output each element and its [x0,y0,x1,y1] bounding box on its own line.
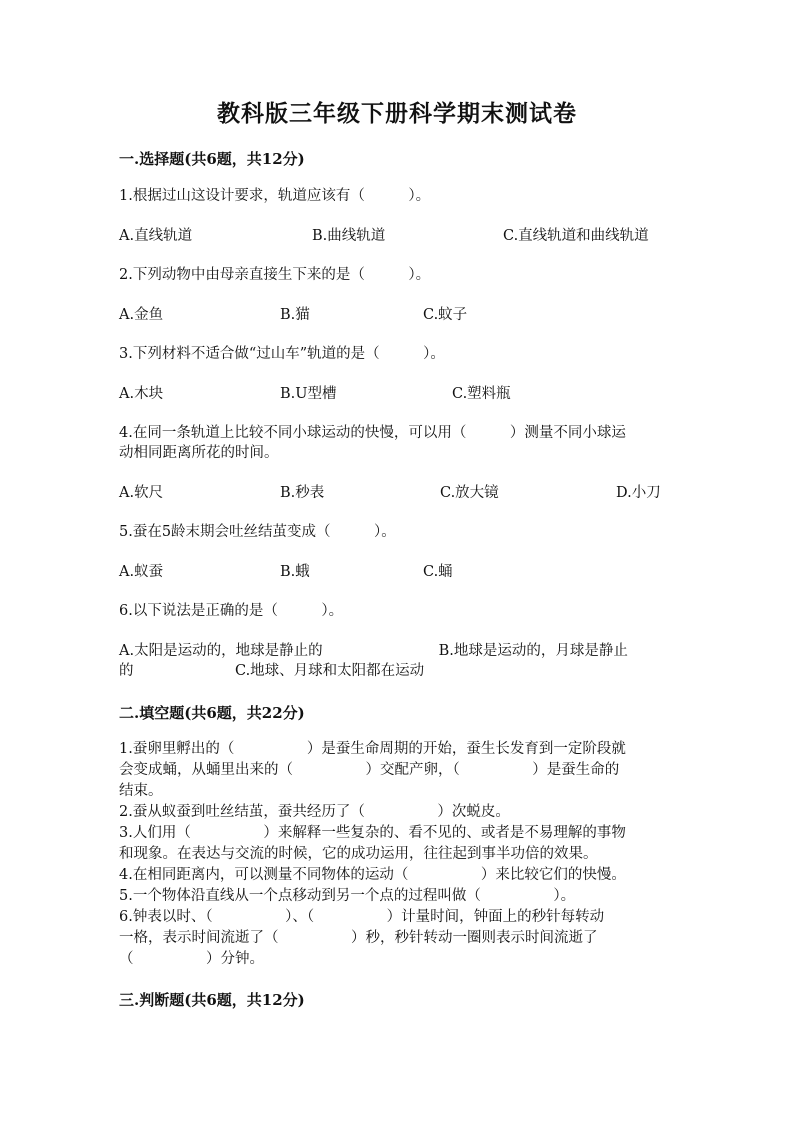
question-4-line-2: 动相同距离所花的时间。 [119,445,279,461]
q4-option-d: D.小刀 [616,485,661,501]
fill-line: 一格，表示时间流逝了（ ）秒，秒针转动一圈则表示时间流逝了 [119,930,598,946]
section-heading-fill: 二.填空题(共6题，共22分) [119,704,305,722]
question-2: 2.下列动物中由母亲直接生下来的是（ ）。 [119,267,431,283]
q3-option-a: A.木块 [119,386,164,402]
q3-option-b: B.U型槽 [280,386,337,402]
fill-line: 6.钟表以时、（ ）、（ ）计量时间，钟面上的秒针每转动 [119,909,605,925]
q1-option-a: A.直线轨道 [119,228,193,244]
question-5: 5.蚕在5龄末期会吐丝结茧变成（ ）。 [119,524,396,540]
q4-option-c: C.放大镜 [440,485,499,501]
fill-line: 和现象。在表达与交流的时候，它的成功运用，往往起到事半功倍的效果。 [119,846,598,862]
q1-option-c: C.直线轨道和曲线轨道 [503,228,649,244]
fill-line: 1.蚕卵里孵出的（ ）是蚕生命周期的开始，蚕生长发育到一定阶段就 [119,741,626,757]
page-title: 教科版三年级下册科学期末测试卷 [217,100,577,127]
question-1: 1.根据过山这设计要求，轨道应该有（ ）。 [119,188,431,204]
q6-options-line-2: 的 C.地球、月球和太阳都在运动 [119,663,425,679]
section-heading-judge: 三.判断题(共6题，共12分) [119,991,305,1009]
fill-line: （ ）分钟。 [119,951,264,967]
fill-line: 3.人们用（ ）来解释一些复杂的、看不见的、或者是不易理解的事物 [119,825,626,841]
fill-line: 结束。 [119,783,163,799]
q4-option-b: B.秒表 [280,485,325,501]
q5-option-b: B.蛾 [280,564,310,580]
q5-option-c: C.蛹 [423,564,453,580]
q6-options-line-1: A.太阳是运动的，地球是静止的 B.地球是运动的，月球是静止 [119,643,628,659]
q2-option-a: A.金鱼 [119,307,164,323]
q2-option-c: C.蚊子 [423,307,468,323]
q2-option-b: B.猫 [280,307,310,323]
question-3: 3.下列材料不适合做“过山车”轨道的是（ ）。 [119,346,445,362]
fill-line: 4.在相同距离内，可以测量不同物体的运动（ ）来比较它们的快慢。 [119,867,626,883]
section-heading-choice: 一.选择题(共6题，共12分) [119,150,305,168]
q5-option-a: A.蚁蚕 [119,564,164,580]
fill-line: 会变成蛹，从蛹里出来的（ ）交配产卵，（ ）是蚕生命的 [119,762,620,778]
fill-line: 5.一个物体沿直线从一个点移动到另一个点的过程叫做（ ）。 [119,888,576,904]
question-4-line-1: 4.在同一条轨道上比较不同小球运动的快慢，可以用（ ）测量不同小球运 [119,425,626,441]
q4-option-a: A.软尺 [119,485,164,501]
q3-option-c: C.塑料瓶 [452,386,511,402]
fill-line: 2.蚕从蚁蚕到吐丝结茧，蚕共经历了（ ）次蜕皮。 [119,804,510,820]
question-6: 6.以下说法是正确的是（ ）。 [119,603,344,619]
q1-option-b: B.曲线轨道 [312,228,386,244]
